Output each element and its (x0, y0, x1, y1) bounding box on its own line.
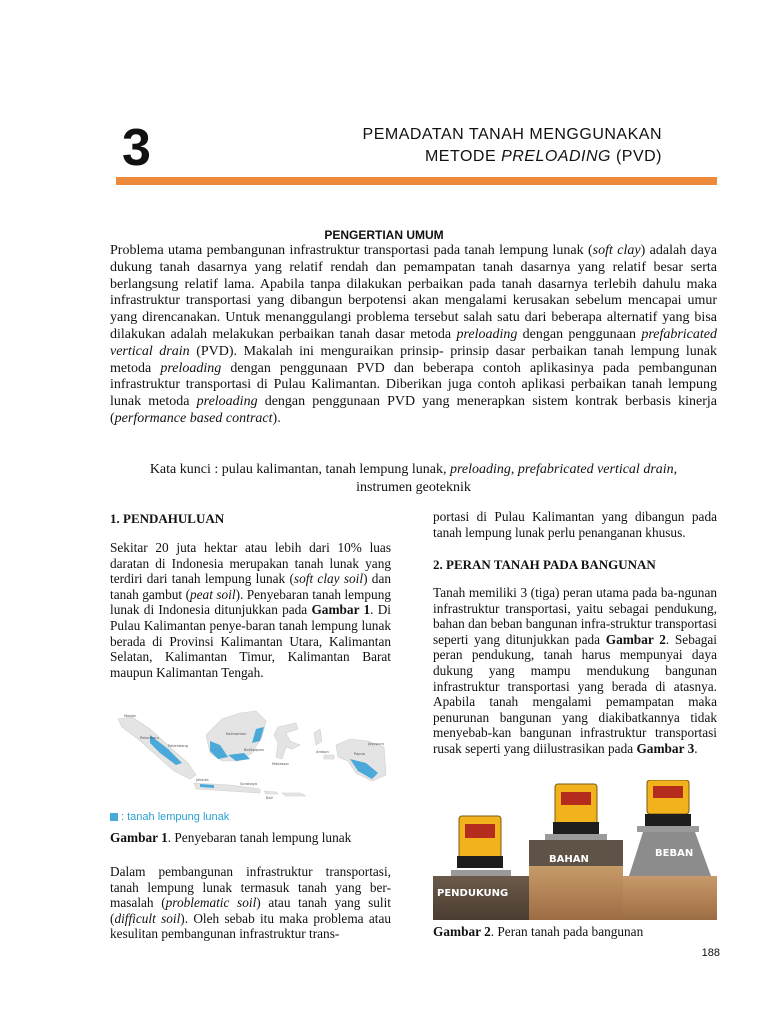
legend-text: : tanah lempung lunak (121, 811, 230, 823)
chapter-number: 3 (122, 119, 151, 177)
figure2-caption: Gambar 2. Peran tanah pada bangunan (433, 924, 644, 939)
title-suffix: (PVD) (611, 148, 662, 165)
truck-icon (645, 780, 691, 826)
keywords: Kata kunci : pulau kalimantan, tanah lempung lunak, preloading, prefabricated vertical drain, instrumen geoteknik (149, 462, 678, 495)
chapter-title (282, 124, 662, 168)
section1-heading-block (110, 511, 391, 527)
map-label-jakarta: Jakarta (196, 778, 209, 782)
map-label-pekanbaru: Pekanbaru (140, 736, 159, 740)
section2-heading: 2. PERAN TANAH PADA BANGUNAN (433, 557, 656, 572)
map-label-jayapura: Jayapura (368, 742, 384, 746)
figure1-caption: Gambar 1. Penyebaran tanah lempung lunak (110, 830, 352, 845)
section1-heading: 1. PENDAHULUAN (110, 511, 225, 526)
section1-paragraph2: Dalam pembangunan infrastruktur transportasi, tanah lempung lunak termasuk tanah yang ber-masalah (problematic soil) atau tanah yang sulit (difficult soil). Oleh sebab itu maka problema atau kesulitan pembangunan infrastruktur trans- (110, 864, 392, 942)
section1-paragraph2-continued: portasi di Pulau Kalimantan yang dibangun pada tanah lempung lunak perlu penanganan khusus. (433, 509, 717, 540)
title-italic: PRELOADING (501, 148, 611, 165)
label-beban: BEBAN (655, 848, 694, 859)
map-label-makassar: Makassar (272, 762, 289, 766)
chapter-title-line1: PEMADATAN TANAH MENGGUNAKAN (362, 126, 662, 143)
chapter-title-line2 (282, 146, 662, 168)
legend-swatch (110, 813, 118, 821)
map-label-papua: Papua (354, 752, 365, 756)
title-prefix: METODE (424, 148, 502, 165)
map-label-ambon: Ambon (316, 750, 329, 754)
indonesia-soft-clay-map (110, 705, 390, 805)
section2-heading-block (433, 557, 717, 573)
map-label-balikpapan: Balikpapan (244, 748, 264, 752)
map-label-medan: Medan (124, 714, 137, 718)
chapter-divider (116, 177, 717, 185)
soil-roles-illustration (433, 780, 717, 920)
truck-icon (553, 784, 599, 834)
page-number: 188 (701, 947, 720, 959)
map-label-palembang: Palembang (168, 744, 188, 748)
label-bahan: BAHAN (549, 854, 589, 865)
map-label-kalimantan: Kalimantan (226, 732, 247, 736)
map-label-bali: Bali (266, 796, 273, 800)
overview-heading: PENGERTIAN UMUM (324, 228, 444, 242)
map-label-surabaya: Surabaya (240, 782, 258, 786)
truck-icon (457, 816, 503, 868)
section1-paragraph1: Sekitar 20 juta hektar atau lebih dari 10% luas daratan di Indonesia merupakan tanah lunak yang terdiri dari tanah lempung lunak (soft clay soil) dan tanah gambut (peat soil). Penyebaran tanah lempung lunak di Indonesia ditunjukkan pada Gambar 1. Di Pulau Kalimantan penye-baran tanah lempung lunak berada di Provinsi Kalimantan Utara, Kalimantan Selatan, Kalimantan Timur, Kalimantan Barat maupun Kalimantan Tengah. (110, 540, 391, 680)
figure1-legend (110, 811, 229, 823)
section2-paragraph: Tanah memiliki 3 (tiga) peran utama pada ba-ngunan infrastruktur transportasi, yaitu sebagai pendukung, bahan dan beban bangunan infra-struktur transportasi seperti yang ditunjukkan pada Gambar 2. Sebagai peran pendukung, tanah harus mempunyai daya dukung yang mampu mendukung bangunan infrastruktur transportasi yang berada di atasnya. Apabila tanah mengalami pemampatan maka penurunan bangunan yang diakibatkannya tidak menyebab-kan bangunan infrastruktur transportasi rusak seperti yang diilustrasikan pada Gambar 3. (433, 585, 717, 756)
label-pendukung: PENDUKUNG (437, 888, 509, 899)
overview-paragraph: Problema utama pembangunan infrastruktur transportasi pada tanah lempung lunak (soft clay) adalah daya dukung tanah dasarnya yang relatif rendah dan pemampatan tanah dasarnya yang relatif besar serta berlangsung relatif lama. Apabila tanpa dilakukan perbaikan pada tanah dasarnya terlebih dahulu maka infrastruktur transportasi yang dibangun berpotensi akan mengalami kerusakan sebelum mencapai umur yang direncanakan. Untuk menanggulangi problema tersebut salah satu dari beberapa alternatif yang bisa dilakukan adalah melakukan perbaikan tanah dasar metoda preloading dengan penggunaan prefabricated vertical drain (PVD). Makalah ini menguraikan prinsip- prinsip dasar perbaikan tanah lempung lunak metoda preloading dengan penggunaan PVD dan beberapa contoh aplikasinya pada pembangunan infrastruktur transportasi di Pulau Kalimantan. Diberikan juga contoh aplikasi perbaikan tanah lempung lunak metoda preloading dengan penggunaan PVD yang menerapkan sistem kontrak berbasis kinerja (performance based contract). (110, 243, 718, 426)
